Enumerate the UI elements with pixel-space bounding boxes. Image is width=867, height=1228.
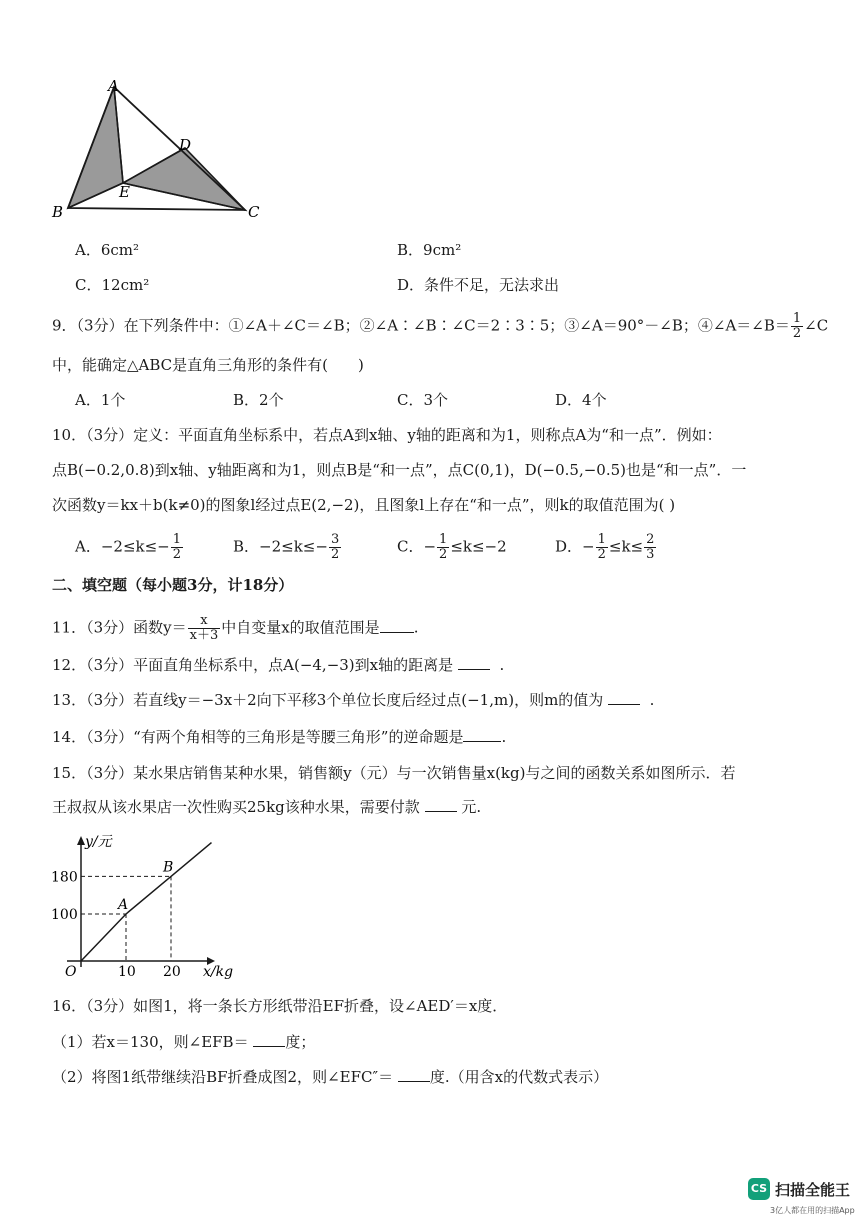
q9-option-b: B．2个 <box>233 391 284 409</box>
q9-stem-line2: 中，能确定△ABC是直角三角形的条件有( ) <box>52 356 364 374</box>
q11-stem: 11．（3分）函数y＝ $\frac{x}{x+3}$ 中自变量x的取值范围是 . <box>52 613 419 643</box>
q16-stem-line1: 16．（3分）如图1，将一条长方形纸带沿EF折叠，设∠AED′＝x度． <box>52 997 508 1015</box>
q14-stem: 14．（3分）“有两个角相等的三角形是等腰三角形”的逆命题是 . <box>52 728 507 746</box>
q14-answer-blank[interactable] <box>463 727 501 742</box>
q16-part2-answer-blank[interactable] <box>398 1067 430 1082</box>
point-label-a: A <box>118 897 129 913</box>
camscanner-logo-icon: CS <box>748 1178 770 1200</box>
series-line <box>81 843 212 961</box>
q16-part1-answer-blank[interactable] <box>253 1032 285 1047</box>
y-axis-label: y/元 <box>85 834 112 850</box>
q10-stem-line1: 10．（3分）定义：平面直角坐标系中，若点A到x轴、y轴的距离和为1，则称点A为“和一点”．例如： <box>52 426 722 444</box>
triangle-figure <box>50 75 270 225</box>
origin-label: O <box>65 964 77 980</box>
sales-function-chart <box>45 828 245 980</box>
q10-stem-line3: 次函数y＝kx＋b(k≠0)的图象l经过点E(2,−2)，且图象l上存在“和一点”，则k的取值范围为( ) <box>52 496 676 514</box>
q9-stem-end: ∠C <box>804 316 829 335</box>
point-label-b: B <box>163 859 174 876</box>
section-heading-fill-in: 二、填空题（每小题3分，计18分） <box>52 576 294 594</box>
x-tick-label: 10 <box>118 964 136 980</box>
y-tick-label: 180 <box>51 869 78 886</box>
q9-stem-text: 9．（3分）在下列条件中：①∠A＋∠C＝∠B；②∠A∶∠B∶∠C＝2∶3∶5；③∠A＝90°－∠B；④∠A＝∠B＝ <box>52 316 790 335</box>
vertex-label-a: A <box>108 77 119 95</box>
q16-part1: （1）若x＝130，则∠EFB＝ 度； <box>52 1033 316 1051</box>
q9-stem-line1 <box>52 312 828 341</box>
q8-option-b: B．9cm² <box>397 241 462 259</box>
x-axis-label: x/kg <box>203 964 234 980</box>
q10-stem-line2: 点B(−0.2,0.8)到x轴、y轴距离和为1，则点B是“和一点”，点C(0,1)，D(−0.5,−0.5)也是“和一点”．一 <box>52 461 747 479</box>
q15-stem-line2: 王叔叔从该水果店一次性购买25kg该种水果，需要付款 元. <box>52 798 482 816</box>
q8-option-c: C．12cm² <box>75 276 150 294</box>
q10-option-d: D．− $\frac{1}{2}$ ≤k≤ $\frac{2}{3}$ <box>555 532 655 562</box>
q9-option-a: A．1个 <box>75 391 126 409</box>
q9-option-d: D．4个 <box>555 391 607 409</box>
q16-part2: （2）将图1纸带继续沿BF折叠成图2，则∠EFC″＝ 度.（用含x的代数式表示） <box>52 1068 609 1086</box>
q13-stem: 13．（3分）若直线y＝−3x＋2向下平移3个单位长度后经过点(−1,m)，则m的值为 . <box>52 691 655 709</box>
q8-option-d: D．条件不足，无法求出 <box>397 276 560 294</box>
q9-option-c: C．3个 <box>397 391 449 409</box>
q13-answer-blank[interactable] <box>608 690 640 705</box>
q10-option-a: A．−2≤k≤− $\frac{1}{2}$ <box>75 532 182 562</box>
vertex-label-e: E <box>119 183 130 201</box>
q15-answer-blank[interactable] <box>425 797 457 812</box>
q10-option-c: C．− $\frac{1}{2}$ ≤k≤−2 <box>397 532 507 562</box>
q15-stem-line1: 15．（3分）某水果店销售某种水果，销售额y（元）与一次销售量x(kg)与之间的函数关系如图所示．若 <box>52 764 736 782</box>
camscanner-logo-name: 扫描全能王 <box>775 1181 851 1199</box>
vertex-label-b: B <box>52 203 64 221</box>
x-tick-label: 20 <box>163 964 181 980</box>
camscanner-logo-tagline: 3亿人都在用的扫描App <box>770 1206 855 1215</box>
q9-fraction: $\frac{1}{2}$ <box>792 311 802 341</box>
q10-option-b: B．−2≤k≤− $\frac{3}{2}$ <box>233 532 340 562</box>
y-tick-label: 100 <box>51 907 78 923</box>
vertex-label-d: D <box>179 136 192 154</box>
q12-stem: 12．（3分）平面直角坐标系中，点A(−4,−3)到x轴的距离是 . <box>52 656 505 674</box>
q8-option-a: A．6cm² <box>75 241 140 259</box>
q11-answer-blank[interactable] <box>380 618 414 633</box>
vertex-label-c: C <box>248 203 260 221</box>
q12-answer-blank[interactable] <box>458 655 490 670</box>
y-axis-arrow-icon <box>77 836 85 845</box>
